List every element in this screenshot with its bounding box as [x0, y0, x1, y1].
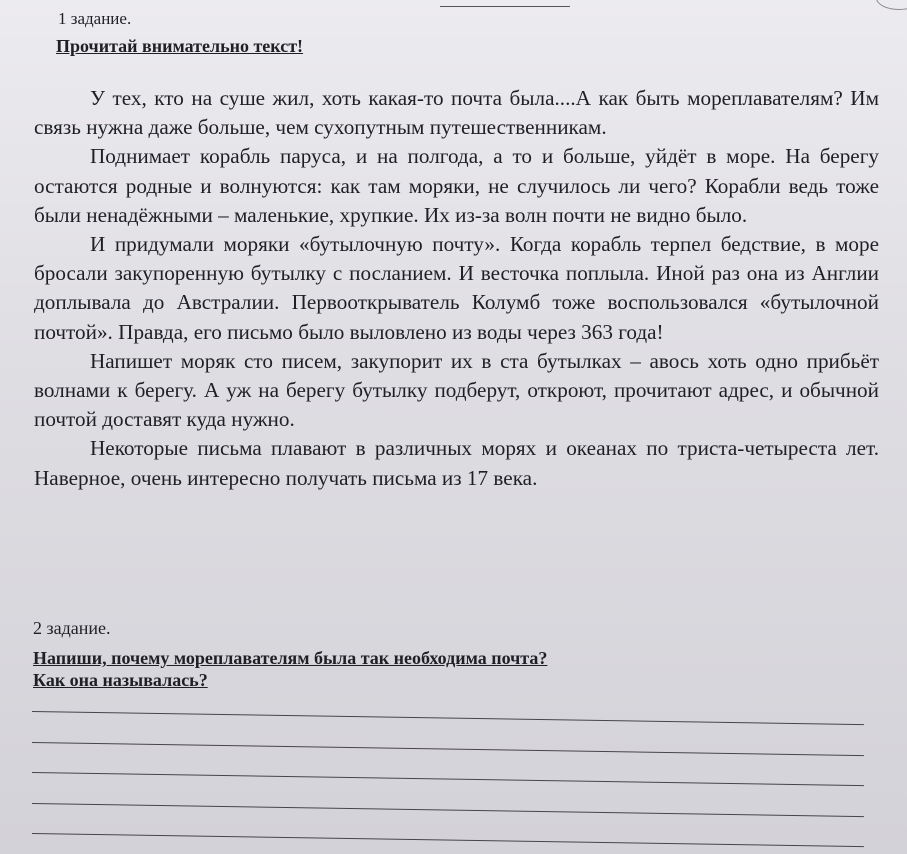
corner-stamp — [876, 0, 907, 10]
story-paragraph-2: Поднимает корабль паруса, и на полгода, а то и больше, уйдёт в море. На берегу остаются родные и волнуются: как там моряки, не случилось ли чего? Корабли ведь тоже были ненадёжными – маленькие, хрупкие. Их из-за волн почти не видно было. — [34, 144, 879, 227]
task2-number: 2 задание. — [33, 618, 111, 638]
answer-line[interactable] — [32, 742, 864, 756]
story-paragraph-1: У тех, кто на суше жил, хоть какая-то почта была....А как быть мореплавателям? Им связь нужна даже больше, чем сухопутным путешественникам. — [34, 86, 879, 140]
task1-number: 1 задание. — [58, 9, 132, 28]
story-paragraph-4: Напишет моряк сто писем, закупорит их в ста бутылках – авось хоть одно прибьёт волнами к берегу. А уж на берегу бутылку подберут, откроют, прочитают адрес, и обычной почтой доставят куда нужно. — [34, 348, 879, 432]
name-blank-line — [440, 6, 570, 7]
answer-line[interactable] — [32, 803, 864, 817]
answer-line[interactable] — [32, 711, 864, 725]
task1-title: Прочитай внимательно текст! — [56, 36, 304, 56]
answer-line[interactable] — [32, 833, 864, 847]
story-text — [34, 84, 879, 493]
task2-question-line-1: Напиши, почему мореплавателям была так необходима почта? — [33, 648, 548, 668]
story-paragraph-5: Некоторые письма плавают в различных морях и океанах по триста-четыреста лет. Наверное, очень интересно получать письма из 17 века. — [34, 436, 879, 490]
task2-question — [33, 647, 547, 691]
task2-question-line-2: Как она называлась? — [33, 670, 208, 690]
answer-line[interactable] — [32, 772, 864, 786]
story-paragraph-3: И придумали моряки «бутылочную почту». Когда корабль терпел бедствие, в море бросали закупоренную бутылку с посланием. И весточка поплыла. Иной раз она из Англии доплывала до Австралии. Первооткрыватель Колумб тоже воспользовался «бутылочной почтой». Правда, его письмо было выловлено из воды через 363 года! — [34, 232, 879, 344]
